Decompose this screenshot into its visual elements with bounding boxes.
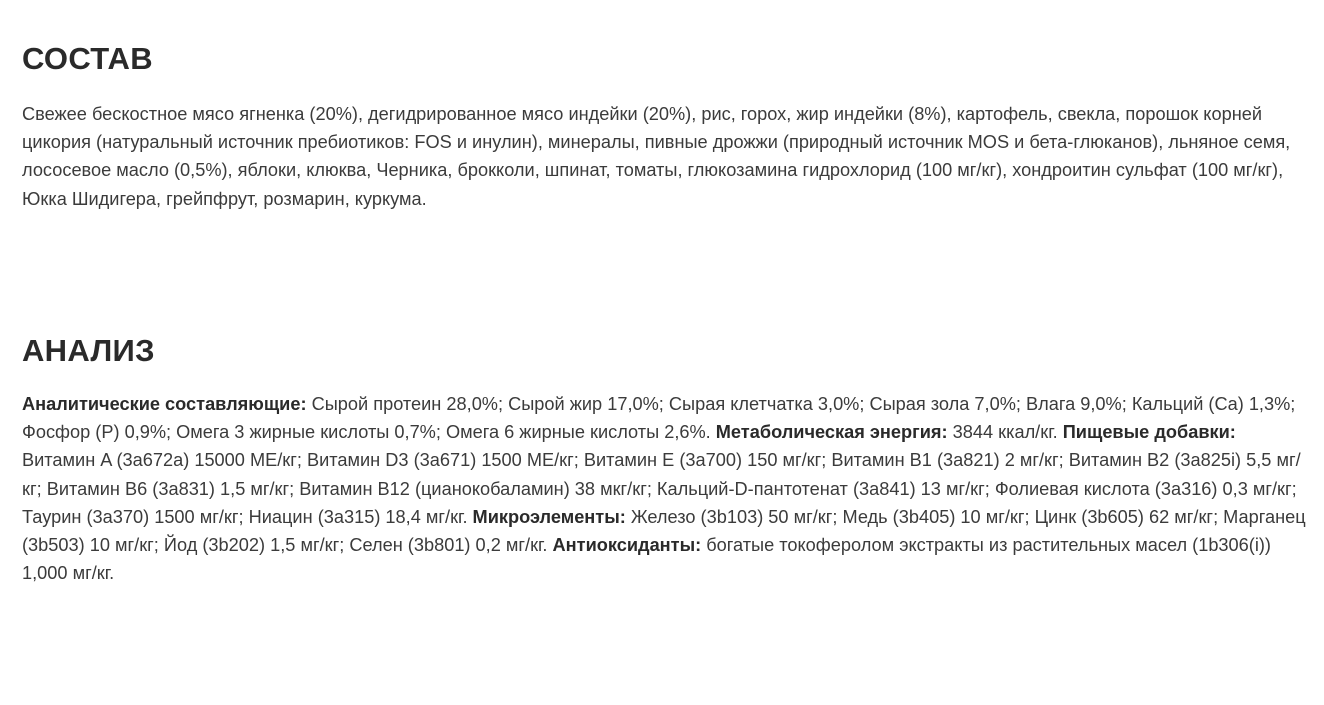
microelements-label: Микроэлементы: [472, 506, 626, 527]
energy-text: 3844 ккал/кг. [947, 422, 1063, 443]
composition-section [22, 38, 1312, 213]
analysis-section [22, 330, 1312, 587]
composition-heading: СОСТАВ [22, 41, 153, 76]
additives-label: Пищевые добавки: [1062, 422, 1236, 443]
energy-label: Метаболическая энергия: [715, 422, 948, 443]
analytical-text: Сырой протеин 28,0%; Сырой жир 17,0%; Сырая клетчатка 3,0%; Сырая зола 7,0%; Влага 9,0%; Кальций (Ca) 1,3%; Фосфор (P) 0,9%; Омега 3 жирные кислоты 0,7%; Омега 6 жирные кислоты 2,6%. [22, 394, 1296, 443]
analytical-label: Аналитические составляющие: [22, 394, 307, 414]
antioxidants-text: богатые токоферолом экстракты из растительных масел (1b306(i)) 1,000 мг/кг. [22, 535, 1271, 584]
microelements-text: Железо (3b103) 50 мг/кг; Медь (3b405) 10 мг/кг; Цинк (3b605) 62 мг/кг; Марганец (3b503) 10 мг/кг; Йод (3b202) 1,5 мг/кг; Селен (3b801) 0,2 мг/кг. [22, 506, 1306, 556]
analysis-heading: АНАЛИЗ [22, 333, 155, 368]
antioxidants-label: Антиоксиданты: [552, 535, 702, 556]
additives-text: Витамин A (3a672a) 15000 МЕ/кг; Витамин D3 (3a671) 1500 МЕ/кг; Витамин E (3a700) 150 мг/кг; Витамин B1 (3a821) 2 мг/кг; Витамин B2 (3a825i) 5,5 мг/кг; Витамин B6 (3a831) 1,5 мг/кг; Витамин B12 (цианокобаламин) 38 мкг/кг; Кальций-D-пантотенат (3a841) 13 мг/кг; Фолиевая кислота (3a316) 0,3 мг/кг; Таурин (3a370) 1500 мг/кг; Ниацин (3a315) 18,4 мг/кг. [22, 450, 1301, 527]
composition-text: Свежее бескостное мясо ягненка (20%), дегидрированное мясо индейки (20%), рис, горох, жир индейки (8%), картофель, свекла, порошок корней цикория (натуральный источник пребиотиков: FOS и инулин), минералы, пивные дрожжи (природный источник MOS и бета-глюканов), льняное семя, лососевое масло (0,5%), яблоки, клюква, Черника, брокколи, шпинат, томаты, глюкозамина гидрохлорид (100 мг/кг), хондроитин сульфат (100 мг/кг), Юкка Шидигера, грейпфрут, розмарин, куркума. [22, 104, 1291, 209]
analysis-text [22, 390, 1312, 587]
